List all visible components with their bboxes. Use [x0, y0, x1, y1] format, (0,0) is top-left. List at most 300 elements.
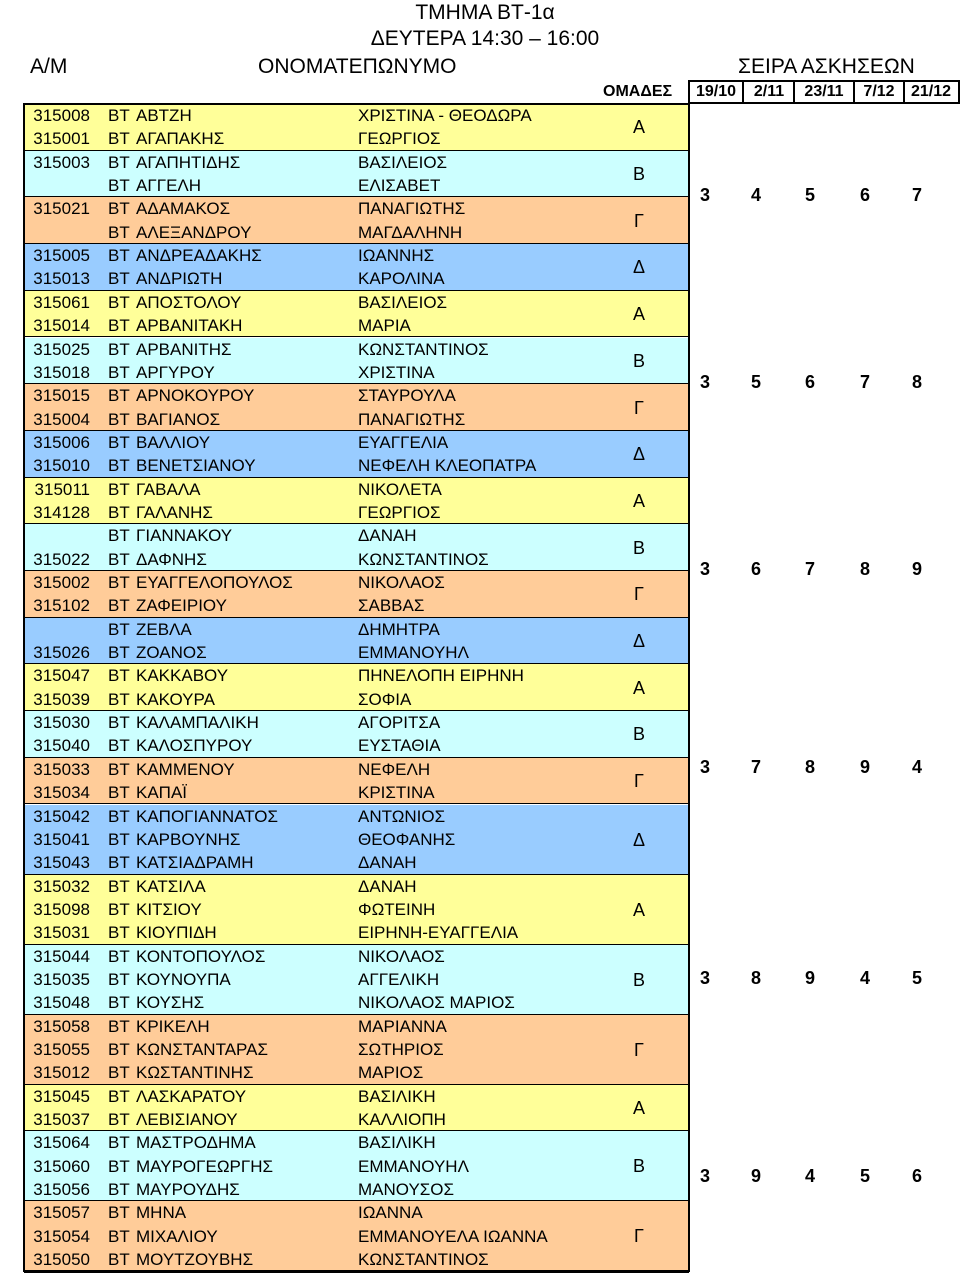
student-first-name: ΚΩΝΣΤΑΝΤΙΝΟΣ	[358, 549, 489, 569]
table-row	[24, 548, 689, 571]
department-code: ΒΤ	[108, 1203, 130, 1223]
group-band	[24, 1201, 689, 1271]
student-first-name: ΔΑΝΑΗ	[358, 853, 417, 873]
student-first-name: ΜΑΓΔΑΛΗΝΗ	[358, 222, 463, 242]
student-id: 315004	[33, 409, 90, 429]
group-band	[24, 384, 689, 431]
department-code: ΒΤ	[108, 152, 130, 172]
student-surname: ΒΕΝΕΤΣΙΑΝΟΥ	[136, 456, 256, 476]
student-first-name: ΠΑΝΑΓΙΩΤΗΣ	[358, 409, 466, 429]
student-id: 315043	[33, 853, 90, 873]
groups-column-header: ΟΜΑΔΕΣ	[603, 83, 673, 100]
student-id: 315064	[33, 1133, 90, 1153]
group-label: Β	[632, 164, 645, 185]
department-code: ΒΤ	[108, 362, 130, 382]
table-row	[24, 875, 689, 898]
date-header-cell: 19/10	[695, 83, 737, 100]
student-first-name: ΝΙΚΟΛΑΟΣ	[358, 946, 445, 966]
table-row	[24, 454, 689, 477]
student-surname: ΚΑΛΑΜΠΑΛΙΚΗ	[136, 713, 259, 733]
student-surname: ΚΟΝΤΟΠΟΥΛΟΣ	[136, 946, 266, 966]
student-surname: ΜΑΣΤΡΟΔΗΜΑ	[136, 1133, 256, 1153]
schedule-exercise-number: 5	[804, 185, 815, 206]
date-header-bottom-line	[688, 102, 960, 104]
student-surname: ΑΡΒΑΝΙΤΗΣ	[136, 339, 232, 359]
schedule-exercise-number: 3	[699, 967, 710, 988]
table-row	[24, 1178, 689, 1201]
student-first-name: ΣΟΦΙΑ	[358, 689, 412, 709]
schedule-exercise-number: 7	[750, 757, 761, 778]
department-code: ΒΤ	[108, 619, 130, 639]
student-surname: ΜΑΥΡΟΓΕΩΡΓΗΣ	[136, 1156, 274, 1176]
department-code: ΒΤ	[108, 993, 130, 1013]
group-label: Δ	[632, 257, 646, 278]
student-id: 315039	[33, 689, 90, 709]
student-id: 315060	[33, 1156, 90, 1176]
department-code: ΒΤ	[108, 269, 130, 289]
student-first-name: ΓΕΩΡΓΙΟΣ	[358, 129, 441, 149]
group-label: Β	[632, 969, 645, 990]
department-code: ΒΤ	[108, 199, 130, 219]
student-id: 315044	[33, 946, 90, 966]
student-first-name: ΝΙΚΟΛΑΟΣ ΜΑΡΙΟΣ	[358, 993, 515, 1013]
table-row	[24, 1248, 689, 1271]
student-surname: ΒΑΛΛΙΟΥ	[136, 432, 211, 452]
department-code: ΒΤ	[108, 432, 130, 452]
table-row	[24, 1085, 689, 1108]
date-header-top-line	[688, 80, 960, 82]
student-first-name: ΔΑΝΑΗ	[358, 526, 417, 546]
department-code: ΒΤ	[108, 969, 130, 989]
table-row	[24, 478, 689, 501]
student-first-name: ΜΑΡΙΑ	[358, 316, 411, 336]
student-surname: ΚΩΣΤΑΝΤΙΝΗΣ	[136, 1063, 254, 1083]
table-row	[24, 501, 689, 524]
table-row	[24, 711, 689, 734]
student-first-name: ΜΑΡΙΟΣ	[358, 1063, 424, 1083]
department-code: ΒΤ	[108, 1063, 130, 1083]
student-id: 315057	[33, 1203, 90, 1223]
department-code: ΒΤ	[108, 1086, 130, 1106]
schedule-exercise-number: 5	[911, 967, 922, 988]
schedule-exercise-number: 6	[804, 372, 815, 393]
table-row	[24, 1131, 689, 1154]
student-id: 315042	[33, 806, 90, 826]
table-row	[24, 991, 689, 1014]
student-surname: ΚΑΚΚΑΒΟΥ	[136, 666, 229, 686]
schedule-row	[690, 185, 960, 215]
schedule-row	[690, 1166, 960, 1196]
table-row	[24, 898, 689, 921]
student-surname: ΕΥΑΓΓΕΛΟΠΟΥΛΟΣ	[136, 573, 293, 592]
student-id: 315050	[33, 1250, 90, 1270]
student-id: 315102	[33, 596, 90, 616]
department-code: ΒΤ	[108, 853, 130, 873]
student-surname: ΚΡΙΚΕΛΗ	[136, 1016, 210, 1036]
student-surname: ΚΑΠΑΪ	[136, 783, 188, 803]
student-surname: ΜΗΝΑ	[136, 1203, 187, 1223]
department-code: ΒΤ	[108, 759, 130, 779]
department-code: ΒΤ	[108, 899, 130, 919]
department-code: ΒΤ	[108, 666, 130, 686]
schedule-exercise-number: 3	[699, 757, 710, 778]
student-surname: ΛΑΣΚΑΡΑΤΟΥ	[136, 1086, 247, 1106]
table-row	[24, 1201, 689, 1224]
page-subtitle: ΔΕΥΤΕΡΑ 14:30 – 16:00	[370, 27, 600, 50]
date-header-divider	[793, 80, 795, 104]
table-row	[24, 758, 689, 781]
date-header-cell: 7/12	[863, 83, 895, 100]
table-row	[24, 314, 689, 337]
student-first-name: ΕΙΡΗΝΗ-ΕΥΑΓΓΕΛΙΑ	[358, 923, 519, 943]
group-band	[24, 197, 689, 244]
student-first-name: ΑΓΓΕΛΙΚΗ	[358, 969, 440, 989]
student-id: 315034	[33, 783, 90, 803]
group-label: Β	[632, 350, 645, 371]
group-label: Α	[632, 677, 645, 698]
student-id: 315055	[33, 1039, 90, 1059]
student-first-name: ΝΙΚΟΛΕΤΑ	[358, 479, 442, 499]
department-code: ΒΤ	[108, 1250, 130, 1270]
group-band	[24, 945, 689, 1015]
schedule-exercise-number: 4	[859, 967, 870, 988]
student-first-name: ΣΩΤΗΡΙΟΣ	[358, 1039, 444, 1059]
student-first-name: ΕΜΜΑΝΟΥΗΛ	[358, 1156, 469, 1176]
student-first-name: ΧΡΙΣΤΙΝΑ - ΘΕΟΔΩΡΑ	[358, 106, 532, 125]
table-row	[24, 968, 689, 991]
department-code: ΒΤ	[108, 386, 130, 406]
group-label: Δ	[632, 444, 646, 465]
schedule-exercise-number: 3	[699, 1166, 710, 1187]
table-row	[24, 805, 689, 828]
student-id: 315058	[33, 1016, 90, 1036]
group-band	[24, 338, 689, 385]
table-right-border	[688, 103, 690, 1272]
student-surname: ΚΑΠΟΓΙΑΝΝΑΤΟΣ	[136, 806, 279, 826]
group-label: Α	[632, 899, 645, 920]
table-row	[24, 104, 689, 127]
student-surname: ΑΓΑΠΑΚΗΣ	[136, 129, 225, 149]
student-first-name: ΔΑΝΑΗ	[358, 876, 417, 896]
student-surname: ΓΑΒΑΛΑ	[136, 479, 201, 499]
table-row	[24, 688, 689, 711]
date-header-cell: 23/11	[804, 83, 844, 100]
student-surname: ΓΙΑΝΝΑΚΟΥ	[136, 526, 233, 546]
student-first-name: ΒΑΣΙΛΕΙΟΣ	[358, 152, 448, 172]
student-id: 315011	[34, 479, 90, 499]
table-row	[24, 1061, 689, 1084]
schedule-exercise-number: 4	[804, 1166, 815, 1187]
department-code: ΒΤ	[108, 456, 130, 476]
student-first-name: ΘΕΟΦΑΝΗΣ	[358, 829, 456, 849]
table-row	[24, 594, 689, 617]
date-header-row	[0, 0, 960, 110]
student-id: 315033	[33, 759, 90, 779]
department-code: ΒΤ	[108, 292, 130, 312]
student-surname: ΓΑΛΑΝΗΣ	[136, 502, 213, 522]
student-surname: ΑΡΒΑΝΙΤΑΚΗ	[136, 316, 243, 336]
am-column-header: Α/Μ	[30, 55, 68, 78]
student-id: 315048	[33, 993, 90, 1013]
student-first-name: ΦΩΤΕΙΝΗ	[358, 899, 436, 919]
student-id: 315005	[33, 246, 90, 266]
department-code: ΒΤ	[108, 106, 130, 125]
department-code: ΒΤ	[108, 479, 130, 499]
student-surname: ΚΩΝΣΤΑΝΤΑΡΑΣ	[136, 1039, 268, 1059]
student-id: 315015	[33, 386, 90, 406]
student-surname: ΑΛΕΞΑΝΔΡΟΥ	[136, 222, 252, 242]
department-code: ΒΤ	[108, 713, 130, 733]
group-band	[24, 1015, 689, 1085]
student-first-name: ΠΑΝΑΓΙΩΤΗΣ	[358, 199, 466, 219]
schedule-row	[690, 559, 960, 589]
student-surname: ΖΕΒΛΑ	[136, 619, 192, 639]
department-code: ΒΤ	[108, 1039, 130, 1059]
table-row	[24, 571, 689, 594]
group-label: Γ	[634, 584, 644, 605]
student-first-name: ΠΗΝΕΛΟΠΗ ΕΙΡΗΝΗ	[358, 666, 524, 686]
student-first-name: ΝΕΦΕΛΗ ΚΛΕΟΠΑΤΡΑ	[358, 456, 537, 476]
student-id: 315003	[33, 152, 90, 172]
group-band	[24, 524, 689, 571]
student-id: 315040	[33, 736, 90, 756]
group-band	[24, 571, 689, 618]
student-id: 315022	[33, 549, 90, 569]
department-code: ΒΤ	[108, 689, 130, 709]
department-code: ΒΤ	[108, 502, 130, 522]
department-code: ΒΤ	[108, 783, 130, 803]
group-band	[24, 618, 689, 665]
group-band	[24, 805, 689, 875]
group-band	[24, 151, 689, 198]
student-surname: ΖΑΦΕΙΡΙΟΥ	[136, 596, 227, 616]
student-id: 315031	[33, 923, 90, 943]
table-row	[24, 1155, 689, 1178]
group-band	[24, 244, 689, 291]
department-code: ΒΤ	[108, 1226, 130, 1246]
group-band	[24, 711, 689, 758]
student-surname: ΑΝΔΡΕΑΔΑΚΗΣ	[136, 246, 262, 266]
group-label: Γ	[634, 1226, 644, 1247]
student-first-name: ΔΗΜΗΤΡΑ	[358, 619, 440, 639]
department-code: ΒΤ	[108, 829, 130, 849]
student-surname: ΚΑΡΒΟΥΝΗΣ	[136, 829, 241, 849]
date-header-cell: 2/11	[753, 83, 785, 100]
department-code: ΒΤ	[108, 222, 130, 242]
student-first-name: ΣΑΒΒΑΣ	[358, 596, 425, 616]
schedule-row	[690, 757, 960, 787]
table-row	[24, 1038, 689, 1061]
schedule-exercise-number: 8	[911, 372, 922, 393]
student-id: 315047	[33, 666, 90, 686]
student-first-name: ΚΩΝΣΤΑΝΤΙΝΟΣ	[358, 1250, 489, 1270]
student-id: 315002	[33, 573, 90, 592]
student-first-name: ΕΥΣΤΑΘΙΑ	[358, 736, 441, 756]
department-code: ΒΤ	[108, 946, 130, 966]
department-code: ΒΤ	[108, 736, 130, 756]
student-surname: ΑΠΟΣΤΟΛΟΥ	[136, 292, 242, 312]
department-code: ΒΤ	[108, 246, 130, 266]
student-surname: ΚΑΤΣΙΑΔΡΑΜΗ	[136, 853, 254, 873]
student-surname: ΚΟΥΝΟΥΠΑ	[136, 969, 231, 989]
table-row	[24, 408, 689, 431]
student-id: 315045	[33, 1086, 90, 1106]
student-id: 315012	[33, 1063, 90, 1083]
student-id: 315037	[33, 1110, 90, 1130]
student-id: 315054	[33, 1226, 90, 1246]
student-surname: ΖΟΑΝΟΣ	[136, 643, 207, 663]
schedule-row	[690, 968, 960, 998]
schedule-exercise-number: 8	[804, 757, 815, 778]
table-row	[24, 1225, 689, 1248]
schedule-exercise-number: 8	[750, 967, 761, 988]
schedule-exercise-number: 7	[911, 185, 922, 206]
student-id: 315014	[33, 316, 90, 336]
table-row	[24, 734, 689, 757]
schedule-exercise-number: 9	[859, 757, 870, 778]
group-label: Γ	[634, 771, 644, 792]
student-surname: ΚΑΤΣΙΛΑ	[136, 876, 206, 896]
department-code: ΒΤ	[108, 1180, 130, 1200]
student-first-name: ΣΤΑΥΡΟΥΛΑ	[358, 386, 456, 406]
student-surname: ΑΡΝΟΚΟΥΡΟΥ	[136, 386, 255, 406]
schedule-exercise-number: 9	[804, 967, 815, 988]
student-surname: ΚΑΜΜΕΝΟΥ	[136, 759, 235, 779]
table-top-border	[24, 103, 689, 105]
department-code: ΒΤ	[108, 409, 130, 429]
department-code: ΒΤ	[108, 526, 130, 546]
group-label: Γ	[634, 210, 644, 231]
table-row	[24, 618, 689, 641]
student-surname: ΑΔΑΜΑΚΟΣ	[136, 199, 231, 219]
schedule-exercise-number: 3	[699, 372, 710, 393]
page-title: ΤΜΗΜΑ ΒΤ-1α	[415, 1, 555, 24]
table-row	[24, 267, 689, 290]
student-id: 315061	[33, 292, 90, 312]
student-first-name: ΙΩΑΝΝΑ	[358, 1203, 423, 1223]
group-label: Δ	[632, 829, 646, 850]
table-row	[24, 151, 689, 174]
student-id: 315032	[33, 876, 90, 896]
table-row	[24, 1108, 689, 1131]
group-band	[24, 478, 689, 525]
department-code: ΒΤ	[108, 1156, 130, 1176]
group-band	[24, 291, 689, 338]
table-row	[24, 664, 689, 687]
student-id: 315001	[33, 129, 90, 149]
group-label: Δ	[632, 631, 646, 652]
student-first-name: ΚΑΛΛΙΟΠΗ	[358, 1110, 446, 1130]
student-first-name: ΑΓΟΡΙΤΣΑ	[358, 713, 441, 733]
student-first-name: ΕΥΑΓΓΕΛΙΑ	[358, 432, 449, 452]
student-first-name: ΜΑΡΙΑΝΝΑ	[358, 1016, 447, 1036]
group-label: Γ	[634, 1039, 644, 1060]
group-label: Α	[632, 117, 645, 138]
student-id: 315013	[33, 269, 90, 289]
schedule-exercise-number: 9	[911, 559, 922, 579]
date-header-cell: 21/12	[910, 83, 952, 100]
student-id: 315008	[33, 106, 90, 125]
student-first-name: ΑΝΤΩΝΙΟΣ	[358, 806, 446, 826]
table-row	[24, 127, 689, 150]
student-surname: ΔΑΦΝΗΣ	[136, 549, 207, 569]
group-band	[24, 431, 689, 478]
group-band	[24, 664, 689, 711]
student-id: 314128	[33, 502, 90, 522]
schedule-exercise-number: 6	[859, 185, 870, 206]
student-surname: ΒΑΓΙΑΝΟΣ	[136, 409, 221, 429]
table-row	[24, 828, 689, 851]
student-first-name: ΝΕΦΕΛΗ	[358, 759, 431, 779]
date-header-divider	[742, 80, 744, 104]
table-row	[24, 361, 689, 384]
student-first-name: ΒΑΣΙΛΕΙΟΣ	[358, 292, 448, 312]
student-surname: ΚΟΥΣΗΣ	[136, 993, 205, 1013]
schedule-exercise-number: 7	[804, 559, 815, 579]
group-label: Α	[632, 304, 645, 325]
group-label: Β	[632, 724, 645, 745]
student-first-name: ΚΑΡΟΛΙΝΑ	[358, 269, 445, 289]
date-header-divider	[903, 80, 905, 104]
department-code: ΒΤ	[108, 129, 130, 149]
group-band	[24, 758, 689, 805]
department-code: ΒΤ	[108, 316, 130, 336]
student-surname: ΜΑΥΡΟΥΔΗΣ	[136, 1180, 240, 1200]
group-label: Α	[632, 490, 645, 511]
block-separator	[24, 1271, 689, 1273]
name-column-header: ΟΝΟΜΑΤΕΠΩΝΥΜΟ	[258, 55, 457, 78]
table-row	[24, 384, 689, 407]
student-first-name: ΚΩΝΣΤΑΝΤΙΝΟΣ	[358, 339, 489, 359]
group-band	[24, 104, 689, 151]
student-first-name: ΕΛΙΣΑΒΕΤ	[358, 176, 441, 196]
table-row	[24, 431, 689, 454]
schedule-exercise-number: 6	[911, 1166, 922, 1187]
date-header-divider	[688, 80, 690, 104]
student-first-name: ΙΩΑΝΝΗΣ	[358, 246, 435, 266]
student-id: 315030	[33, 713, 90, 733]
group-band	[24, 875, 689, 945]
student-surname: ΚΑΛΟΣΠΥΡΟΥ	[136, 736, 253, 756]
schedule-exercise-number: 8	[859, 559, 870, 579]
schedule-exercise-number: 5	[859, 1166, 870, 1187]
student-surname: ΑΓΑΠΗΤΙΔΗΣ	[136, 152, 241, 172]
table-row	[24, 781, 689, 804]
department-code: ΒΤ	[108, 1016, 130, 1036]
department-code: ΒΤ	[108, 1110, 130, 1130]
table-row	[24, 1015, 689, 1038]
student-surname: ΜΟΥΤΖΟΥΒΗΣ	[136, 1250, 254, 1270]
group-label: Β	[632, 537, 645, 558]
student-id: 315010	[33, 456, 90, 476]
student-surname: ΜΙΧΑΛΙΟΥ	[136, 1226, 218, 1246]
department-code: ΒΤ	[108, 573, 130, 592]
table-row	[24, 197, 689, 220]
department-code: ΒΤ	[108, 806, 130, 826]
schedule-row	[690, 372, 960, 402]
student-id: 315025	[33, 339, 90, 359]
schedule-exercise-number: 3	[699, 559, 710, 579]
group-label: Β	[632, 1156, 645, 1177]
table-row	[24, 641, 689, 664]
student-first-name: ΒΑΣΙΛΙΚΗ	[358, 1086, 436, 1106]
student-first-name: ΝΙΚΟΛΑΟΣ	[358, 573, 445, 592]
department-code: ΒΤ	[108, 923, 130, 943]
student-surname: ΑΒΤΖΗ	[136, 106, 192, 125]
student-surname: ΚΑΚΟΥΡΑ	[136, 689, 215, 709]
schedule-exercise-number: 5	[750, 372, 761, 393]
department-code: ΒΤ	[108, 549, 130, 569]
